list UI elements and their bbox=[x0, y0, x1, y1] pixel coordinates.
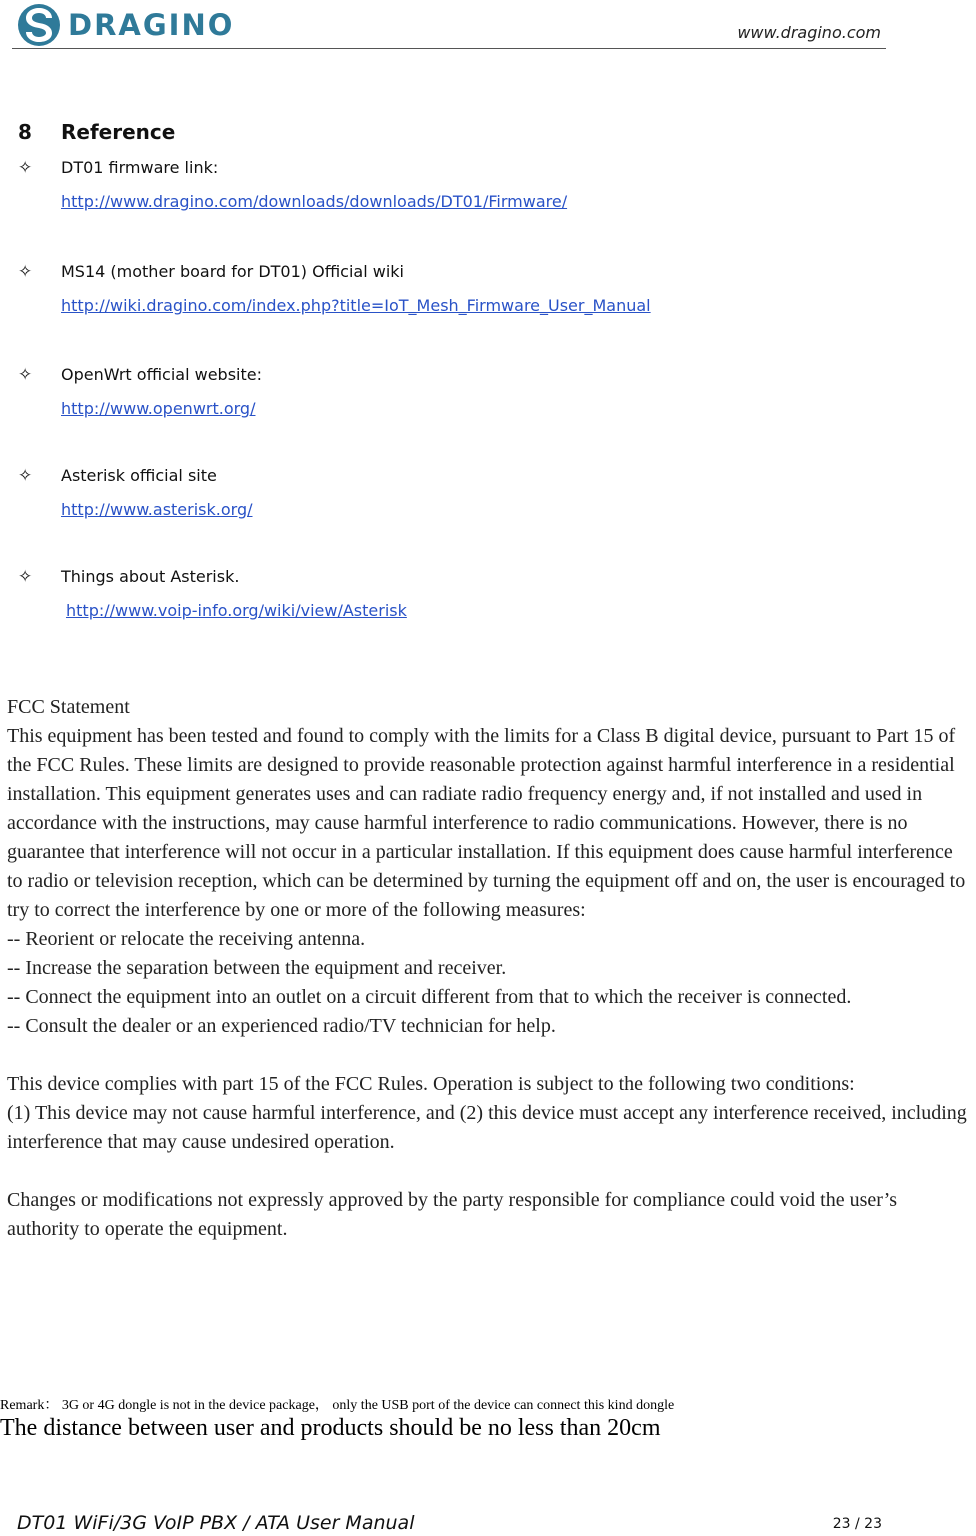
fcc-measure: -- Reorient or relocate the receiving antenna. bbox=[7, 928, 366, 950]
reference-label: Asterisk official site bbox=[61, 466, 217, 485]
fcc-statement bbox=[7, 693, 972, 1244]
reference-link[interactable]: http://www.voip-info.org/wiki/view/Asterisk bbox=[66, 601, 407, 620]
fcc-paragraph: (1) This device may not cause harmful interference, and (2) this device must accept any interference received, including interference that may cause undesired operation. bbox=[7, 1102, 967, 1153]
header-divider bbox=[12, 48, 886, 49]
reference-link[interactable]: http://www.dragino.com/downloads/downloads/DT01/Firmware/ bbox=[61, 192, 568, 211]
section-number: 8 bbox=[18, 120, 32, 144]
fcc-paragraph: Changes or modifications not expressly approved by the party responsible for compliance could void the user’s authority to operate the equipment. bbox=[7, 1189, 897, 1240]
reference-label: Things about Asterisk. bbox=[61, 567, 240, 586]
diamond-bullet-icon: ✧ bbox=[18, 466, 33, 486]
fcc-measure: -- Consult the dealer or an experienced radio/TV technician for help. bbox=[7, 1015, 556, 1037]
section-title: Reference bbox=[61, 120, 176, 144]
reference-label: MS14 (mother board for DT01) Official wiki bbox=[61, 262, 404, 281]
reference-link[interactable]: http://www.asterisk.org/ bbox=[61, 500, 253, 519]
fcc-measure: -- Connect the equipment into an outlet on a circuit different from that to which the receiver is connected. bbox=[7, 986, 852, 1008]
paragraph-gap bbox=[7, 1157, 972, 1186]
reference-link[interactable]: http://www.openwrt.org/ bbox=[61, 399, 256, 418]
fcc-title: FCC Statement bbox=[7, 696, 130, 718]
fcc-paragraph: This device complies with part 15 of the FCC Rules. Operation is subject to the following two conditions: bbox=[7, 1073, 855, 1095]
diamond-bullet-icon: ✧ bbox=[18, 158, 33, 178]
dragino-logo bbox=[16, 2, 234, 48]
reference-label: OpenWrt official website: bbox=[61, 365, 262, 384]
footer-page-number: 23 / 23 bbox=[832, 1516, 882, 1532]
dragino-logo-icon bbox=[16, 2, 62, 48]
footer-doc-title: DT01 WiFi/3G VoIP PBX / ATA User Manual bbox=[17, 1512, 415, 1534]
reference-link[interactable]: http://wiki.dragino.com/index.php?title=IoT_Mesh_Firmware_User_Manual bbox=[61, 296, 651, 315]
reference-label: DT01 firmware link: bbox=[61, 158, 219, 177]
site-url[interactable]: www.dragino.com bbox=[737, 23, 881, 42]
brand-name: DRAGINO bbox=[68, 8, 235, 42]
fcc-measure: -- Increase the separation between the equipment and receiver. bbox=[7, 957, 507, 979]
distance-note: The distance between user and products should be no less than 20cm bbox=[0, 1415, 661, 1441]
diamond-bullet-icon: ✧ bbox=[18, 365, 33, 385]
remark-note: Remark： 3G or 4G dongle is not in the device package， only the USB port of the device can connect this kind dongle bbox=[0, 1398, 675, 1413]
fcc-paragraph: This equipment has been tested and found to comply with the limits for a Class B digital device, pursuant to Part 15 of the FCC Rules. These limits are designed to provide reasonable protection against harmful interference in a residential installation. This equipment generates uses and can radiate radio frequency energy and, if not installed and used in accordance with the instructions, may cause harmful interference to radio communications. However, there is no guarantee that interference will not occur in a particular installation. If this equipment does cause harmful interference to radio or television reception, which can be determined by turning the equipment off and on, the user is encouraged to try to correct the interference by one or more of the following measures: bbox=[7, 725, 966, 921]
page-header bbox=[0, 0, 976, 60]
diamond-bullet-icon: ✧ bbox=[18, 262, 33, 282]
diamond-bullet-icon: ✧ bbox=[18, 567, 33, 587]
paragraph-gap bbox=[7, 1041, 972, 1070]
section-heading bbox=[18, 120, 175, 144]
